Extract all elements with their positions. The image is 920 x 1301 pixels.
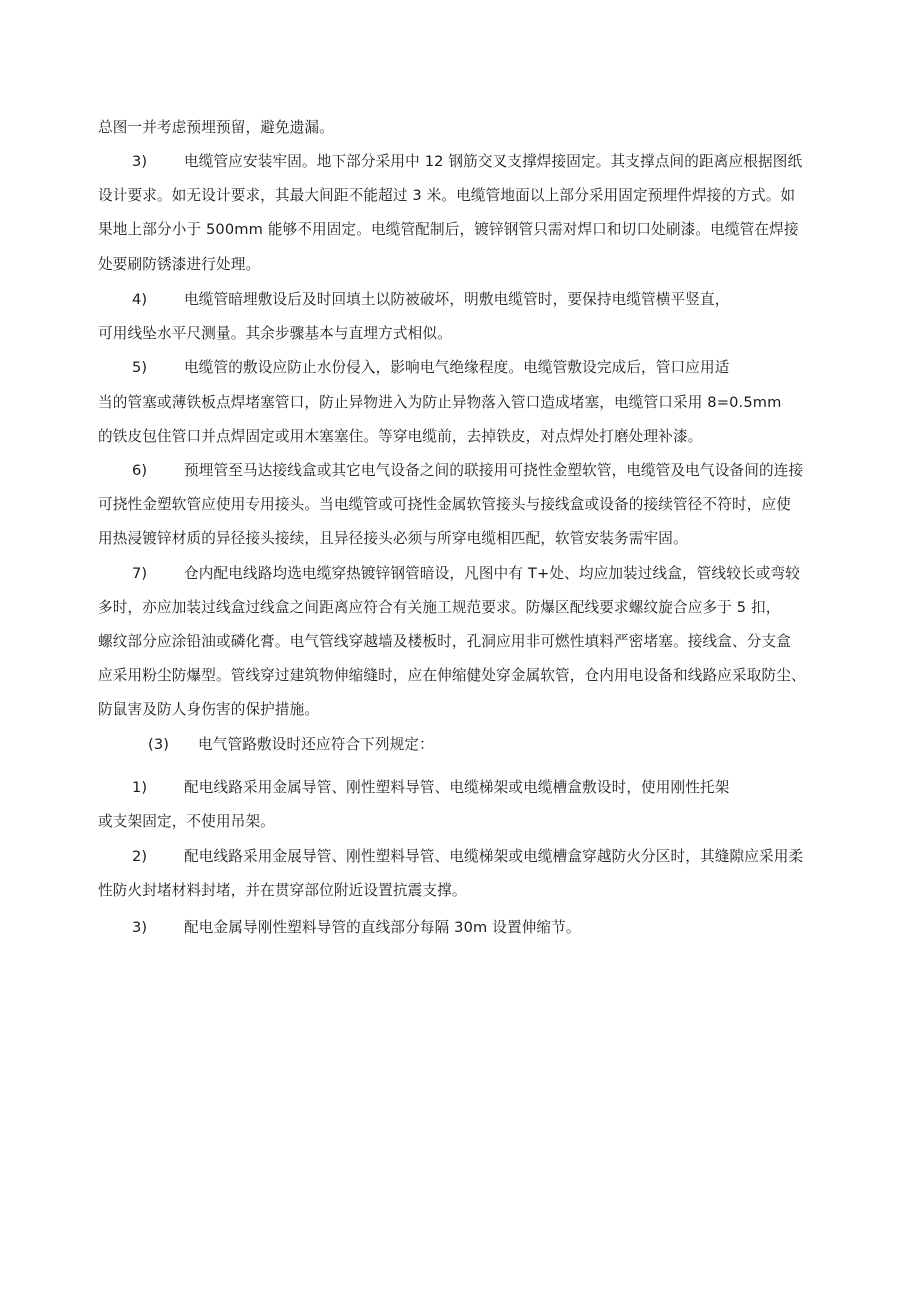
line-text: 的铁皮包住管口并点焊固定或用木塞塞住。等穿电缆前，去掉铁皮，对点焊处打磨处理补漆。 (98, 428, 703, 445)
item-number: 3) (132, 153, 148, 170)
line-text: 或支架固定，不使用吊架。 (98, 813, 275, 830)
line-text: 可挠性金塑软管应使用专用接头。当电缆管或可挠性金属软管接头与接线盒或设备的接续管径不符时，应使 (98, 496, 791, 513)
line-text: 设计要求。如无设计要求，其最大间距不能超过 3 米。电缆管地面以上部分采用固定预埋件焊接的方式。如 (98, 187, 796, 204)
line-text: 处要刷防锈漆进行处理。 (98, 256, 261, 273)
line-text: 螺纹部分应涂铅油或磷化膏。电气管线穿越墙及楼板时，孔洞应用非可燃性填料严密堵塞。接线盒、分支盒 (98, 633, 791, 650)
text-line (98, 881, 858, 901)
text-line (98, 186, 858, 206)
text-line (98, 393, 858, 413)
line-text: 可用线坠水平尺测量。其余步骤基本与直埋方式相似。 (98, 325, 452, 342)
text-line (98, 255, 858, 275)
line-text: 多时，亦应加装过线盒过线盒之间距离应符合有关施工规范要求。防爆区配线要求螺纹旋合应多于 5 扣， (98, 599, 781, 616)
line-text: 预埋管至马达接线盒或其它电气设备之间的联接用可挠性金塑软管，电缆管及电气设备间的连接 (184, 462, 804, 479)
text-line (98, 495, 858, 515)
list-item-line (98, 564, 858, 584)
item-number: 3) (132, 919, 148, 936)
item-number: 6) (132, 462, 148, 479)
line-text: 配电线路采用金属导管、刚性塑料导管、电缆梯架或电缆槽盒敷设时，使用刚性托架 (184, 779, 730, 796)
list-item-line (98, 847, 858, 867)
item-number: 7) (132, 565, 148, 582)
text-line (98, 632, 858, 652)
line-text: 电缆管应安装牢固。地下部分采用中 12 钢筋交叉支撑焊接固定。其支撑点间的距离应根据图纸 (184, 153, 803, 170)
line-text: 应采用粉尘防爆型。管线穿过建筑物伸缩缝时，应在伸缩健处穿金属软管，仓内用电设备和线路应采取防尘、 (98, 667, 806, 684)
list-item-line (98, 290, 858, 310)
text-line (98, 324, 858, 344)
section-number: (3) (148, 736, 170, 753)
line-text: 电气管路敷设时还应符合下列规定： (198, 736, 434, 753)
text-line (98, 118, 858, 138)
text-line (98, 529, 858, 549)
list-item-line (98, 778, 858, 798)
item-number: 4) (132, 291, 148, 308)
line-text: 性防火封堵材料封堵，并在贯穿部位附近设置抗震支撑。 (98, 882, 467, 899)
list-item-line (98, 358, 858, 378)
line-text: 当的管塞或薄铁板点焊堵塞管口，防止异物进入为防止异物落入管口造成堵塞，电缆管口采用 8=0.5mm (98, 394, 782, 411)
item-number: 5) (132, 359, 148, 376)
list-item-line (98, 918, 858, 938)
line-text: 电缆管暗埋敷设后及时回填土以防被破坏，明敷电缆管时，要保持电缆管横平竖直， (184, 291, 730, 308)
section-heading-line (98, 735, 858, 755)
line-text: 配电线路采用金展导管、刚性塑料导管、电缆梯架或电缆槽盒穿越防火分区时，其缝隙应采用柔 (184, 848, 804, 865)
text-line (98, 220, 858, 240)
text-line (98, 666, 858, 686)
line-text: 用热浸镀锌材质的异径接头接续，且异径接头必须与所穿电缆相匹配，软管安装务需牢固。 (98, 530, 688, 547)
item-number: 2) (132, 848, 148, 865)
line-text: 电缆管的敷设应防止水份侵入，影响电气绝缘程度。电缆管敷设完成后，管口应用适 (184, 359, 730, 376)
line-text: 防鼠害及防人身伤害的保护措施。 (98, 701, 320, 718)
item-number: 1) (132, 779, 148, 796)
line-text: 果地上部分小于 500mm 能够不用固定。电缆管配制后，镀锌钢管只需对焊口和切口处刷漆。电缆管在焊接 (98, 221, 799, 238)
text-line (98, 427, 858, 447)
text-line (98, 812, 858, 832)
line-text: 仓内配电线路均选电缆穿热镀锌钢管暗设，凡图中有 T+处、均应加装过线盒，管线较长或弯较 (184, 565, 800, 582)
text-line (98, 700, 858, 720)
text-line (98, 598, 858, 618)
line-text: 配电金属导刚性塑料导管的直线部分每隔 30m 设置伸缩节。 (184, 919, 581, 936)
list-item-line (98, 152, 858, 172)
line-text: 总图一并考虑预埋预留，避免遗漏。 (98, 119, 334, 136)
list-item-line (98, 461, 858, 481)
